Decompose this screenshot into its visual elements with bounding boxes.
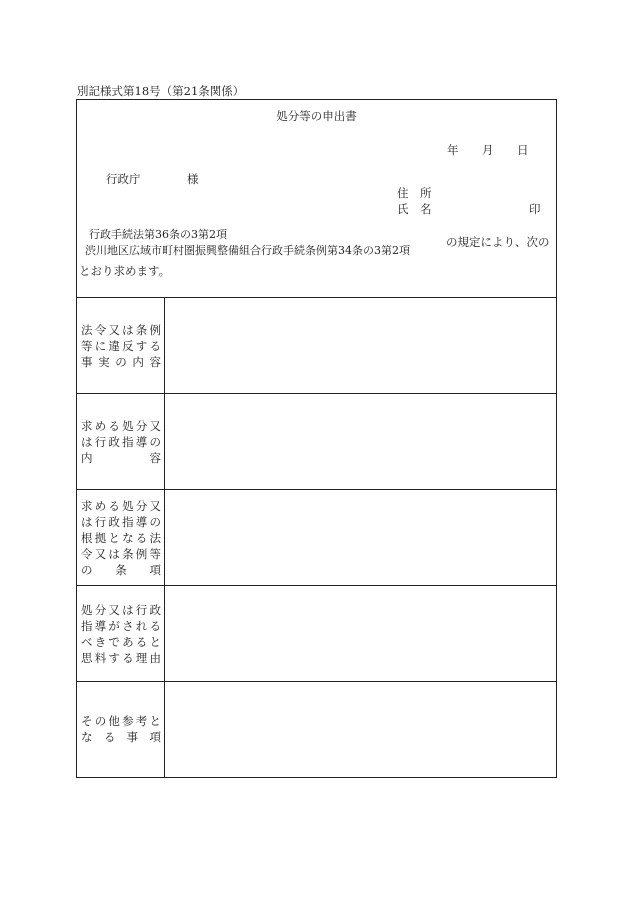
date-month-label: 月 (482, 143, 494, 157)
legal-basis-ordinance: 渋川地区広域市町村圏振興整備組合行政手続条例第34条の3第2項 (85, 244, 410, 257)
legal-basis-continuation: とおり求めます。 (79, 264, 171, 278)
form-title: 処分等の申出書 (276, 109, 357, 123)
requested-action-field[interactable] (165, 394, 556, 489)
addressee-agency: 行政庁 (106, 172, 141, 186)
addressee-honorific: 様 (187, 172, 199, 186)
request-form (76, 99, 557, 778)
row-label-other-matters: その他参考と な る 事 項 (81, 714, 161, 744)
seal-mark: 印 (529, 202, 541, 216)
reason-field[interactable] (165, 586, 556, 681)
row-label-legal-basis: 求める処分又 は行政指導の 根拠となる法 令又は条例等 の 条 項 (81, 499, 161, 577)
date-day-label: 日 (517, 143, 529, 157)
row-label-reason: 処分又は行政 指導がされる べきであると 思料する理由 (81, 603, 161, 665)
row-label-requested-action: 求める処分又 は行政指導の 内 容 (81, 419, 161, 465)
applicant-name-label: 氏 名 (397, 202, 432, 216)
violation-facts-field[interactable] (165, 298, 556, 393)
legal-basis-field[interactable] (165, 490, 556, 585)
applicant-address-label: 住 所 (397, 186, 432, 200)
legal-basis-suffix: の規定により、次の (446, 235, 550, 249)
form-number-label: 別記様式第18号（第21条関係） (77, 84, 245, 98)
date-year-label: 年 (447, 143, 459, 157)
legal-basis-law: 行政手続法第36条の3第2項 (89, 228, 227, 241)
other-matters-field[interactable] (165, 682, 556, 777)
row-label-violation-facts: 法令又は条例 等に違反する 事 実 の 内 容 (81, 323, 161, 369)
